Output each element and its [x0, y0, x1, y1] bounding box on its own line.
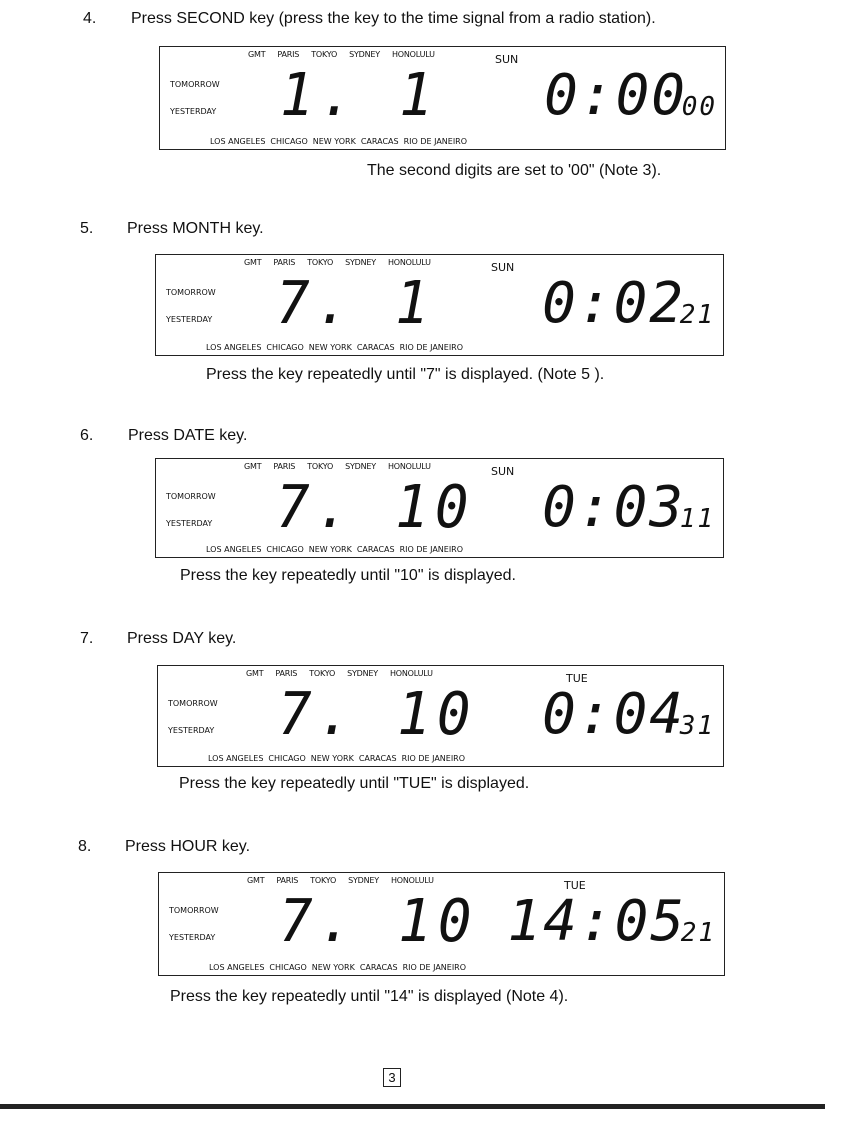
lcd-time-digits: 0:04 — [542, 682, 685, 747]
lcd-bottom-cities: LOS ANGELES CHICAGO NEW YORK CARACAS RIO DE JANEIRO — [206, 545, 464, 554]
yesterday-label: YESTERDAY — [168, 726, 215, 735]
yesterday-label: YESTERDAY — [166, 519, 213, 528]
step-5-number: 5. — [80, 220, 94, 237]
lcd-date-digits: 7. 1 — [276, 269, 435, 338]
lcd-day-of-week: SUN — [491, 261, 515, 274]
lcd-top-cities: GMT PARIS TOKYO SYDNEY HONOLULU — [246, 669, 433, 678]
lcd-top-cities: GMT PARIS TOKYO SYDNEY HONOLULU — [244, 462, 431, 471]
step-6-instruction: Press DATE key. — [128, 427, 248, 444]
tomorrow-label: TOMORROW — [169, 906, 219, 915]
step-4-number: 4. — [83, 10, 97, 27]
lcd-bottom-cities: LOS ANGELES CHICAGO NEW YORK CARACAS RIO DE JANEIRO — [210, 137, 468, 146]
lcd-display-step-8 — [158, 872, 725, 976]
step-7-instruction: Press DAY key. — [127, 630, 237, 647]
tomorrow-label: TOMORROW — [168, 699, 218, 708]
step-8-number: 8. — [78, 838, 92, 855]
yesterday-label: YESTERDAY — [166, 315, 213, 324]
step-7-caption: Press the key repeatedly until "TUE" is displayed. — [179, 775, 530, 792]
lcd-time-digits: 0:00 — [544, 63, 687, 128]
lcd-display-step-5 — [155, 254, 724, 356]
step-5-instruction: Press MONTH key. — [127, 220, 264, 237]
lcd-top-cities: GMT PARIS TOKYO SYDNEY HONOLULU — [248, 50, 435, 59]
lcd-date-digits: 7. 10 — [279, 887, 478, 956]
lcd-time-digits: 0:03 — [542, 475, 685, 540]
step-7-number: 7. — [80, 630, 94, 647]
lcd-time-digits: 0:02 — [542, 271, 685, 336]
lcd-bottom-cities: LOS ANGELES CHICAGO NEW YORK CARACAS RIO DE JANEIRO — [206, 343, 464, 352]
lcd-bottom-cities: LOS ANGELES CHICAGO NEW YORK CARACAS RIO DE JANEIRO — [209, 963, 467, 972]
step-6-caption: Press the key repeatedly until "10" is displayed. — [180, 567, 516, 584]
step-8-caption: Press the key repeatedly until "14" is displayed (Note 4). — [170, 988, 569, 1005]
step-4-caption: The second digits are set to '00" (Note 3). — [367, 162, 662, 179]
yesterday-label: YESTERDAY — [169, 933, 216, 942]
lcd-display-step-7 — [157, 665, 724, 767]
yesterday-label: YESTERDAY — [170, 107, 217, 116]
lcd-display-step-4 — [159, 46, 726, 150]
step-5-caption: Press the key repeatedly until "7" is displayed. (Note 5 ). — [206, 366, 605, 383]
lcd-day-of-week: SUN — [495, 53, 519, 66]
lcd-seconds-digits: 31 — [679, 711, 715, 741]
lcd-date-digits: 1. 1 — [280, 61, 439, 130]
lcd-day-of-week: TUE — [566, 672, 588, 685]
tomorrow-label: TOMORROW — [166, 288, 216, 297]
lcd-day-of-week: SUN — [491, 465, 515, 478]
step-4-instruction: Press SECOND key (press the key to the time signal from a radio station). — [131, 10, 656, 27]
lcd-top-cities: GMT PARIS TOKYO SYDNEY HONOLULU — [244, 258, 431, 267]
lcd-seconds-digits: 11 — [679, 504, 715, 534]
lcd-display-step-6 — [155, 458, 724, 558]
step-6-number: 6. — [80, 427, 94, 444]
lcd-bottom-cities: LOS ANGELES CHICAGO NEW YORK CARACAS RIO DE JANEIRO — [208, 754, 466, 763]
lcd-time-digits: 14:05 — [507, 889, 686, 954]
lcd-date-digits: 7. 10 — [278, 680, 477, 749]
tomorrow-label: TOMORROW — [170, 80, 220, 89]
step-8-instruction: Press HOUR key. — [125, 838, 251, 855]
page-number: 3 — [383, 1068, 401, 1087]
lcd-seconds-digits: 21 — [680, 918, 716, 948]
lcd-top-cities: GMT PARIS TOKYO SYDNEY HONOLULU — [247, 876, 434, 885]
lcd-day-of-week: TUE — [564, 879, 586, 892]
lcd-date-digits: 7. 10 — [276, 473, 475, 542]
bottom-rule — [0, 1104, 825, 1109]
lcd-seconds-digits: 00 — [681, 92, 717, 122]
lcd-seconds-digits: 21 — [679, 300, 715, 330]
tomorrow-label: TOMORROW — [166, 492, 216, 501]
